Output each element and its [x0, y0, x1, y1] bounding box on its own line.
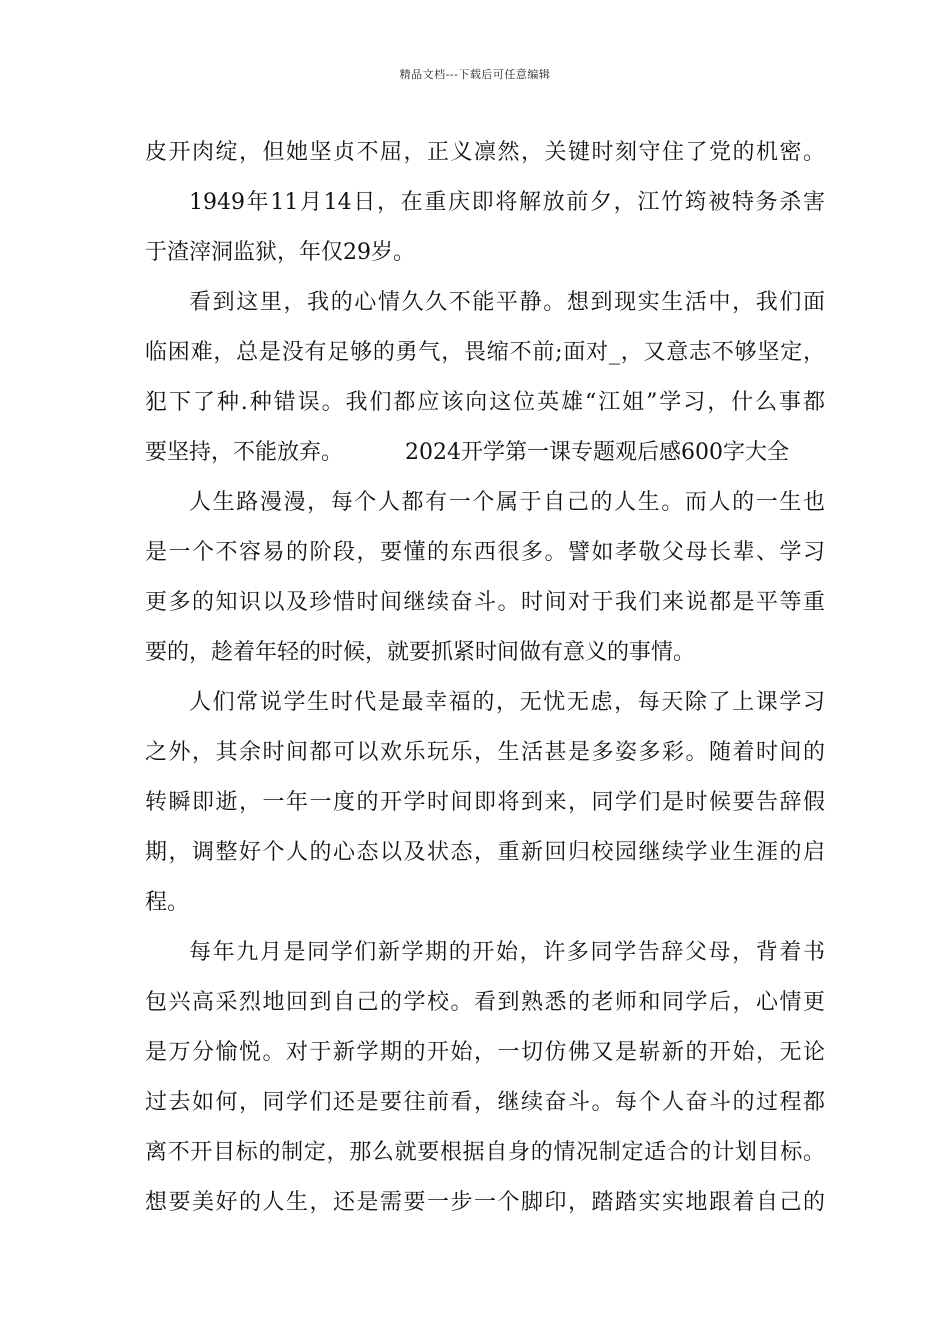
text-line: 包兴高采烈地回到自己的学校。看到熟悉的老师和同学后，心情更 [145, 990, 825, 1015]
text-line: 皮开肉绽，但她坚贞不屈，正义凛然，关键时刻守住了党的机密。 [145, 140, 825, 165]
text-line: 想要美好的人生，还是需要一步一个脚印，踏踏实实地跟着自己的 [145, 1190, 825, 1215]
text-line: 过去如何，同学们还是要往前看，继续奋斗。每个人奋斗的过程都 [145, 1090, 825, 1115]
text-line: 转瞬即逝，一年一度的开学时间即将到来，同学们是时候要告辞假 [145, 790, 825, 815]
text-line: 人生路漫漫，每个人都有一个属于自己的人生。而人的一生也 [189, 490, 825, 515]
text-line: 于渣滓洞监狱，年仅29岁。 [145, 240, 415, 265]
text-line: 犯下了种.种错误。我们都应该向这位英雄“江姐”学习，什么事都 [145, 390, 825, 415]
text-line: 离不开目标的制定，那么就要根据自身的情况制定适合的计划目标。 [145, 1140, 825, 1165]
text-line: 要的，趁着年轻的时候，就要抓紧时间做有意义的事情。 [145, 640, 696, 665]
text-line: 更多的知识以及珍惜时间继续奋斗。时间对于我们来说都是平等重 [145, 590, 825, 615]
text-line: 是万分愉悦。对于新学期的开始，一切仿佛又是崭新的开始，无论 [145, 1040, 825, 1065]
section-title: 2024开学第一课专题观后感600字大全 [405, 440, 789, 465]
document-body [145, 128, 825, 1228]
text-line: 1949年11月14日，在重庆即将解放前夕，江竹筠被特务杀害 [189, 190, 825, 215]
text-line: 期，调整好个人的心态以及状态，重新回归校园继续学业生涯的启 [145, 840, 825, 865]
text-line: 每年九月是同学们新学期的开始，许多同学告辞父母，背着书 [189, 940, 825, 965]
page-header: 精品文档---下载后可任意编辑 [399, 68, 551, 81]
text-line: 程。 [145, 890, 190, 915]
text-line: 之外，其余时间都可以欢乐玩乐，生活甚是多姿多彩。随着时间的 [145, 740, 825, 765]
text-line: 看到这里，我的心情久久不能平静。想到现实生活中，我们面 [189, 290, 825, 315]
text-line: 是一个不容易的阶段，要懂的东西很多。譬如孝敬父母长辈、学习 [145, 540, 825, 565]
text-line [145, 428, 825, 478]
text-line: 临困难，总是没有足够的勇气，畏缩不前;面对_，又意志不够坚定， [145, 340, 825, 365]
text-line: 人们常说学生时代是最幸福的，无忧无虑，每天除了上课学习 [189, 690, 825, 715]
text-fragment: 要坚持，不能放弃。 [145, 440, 344, 465]
